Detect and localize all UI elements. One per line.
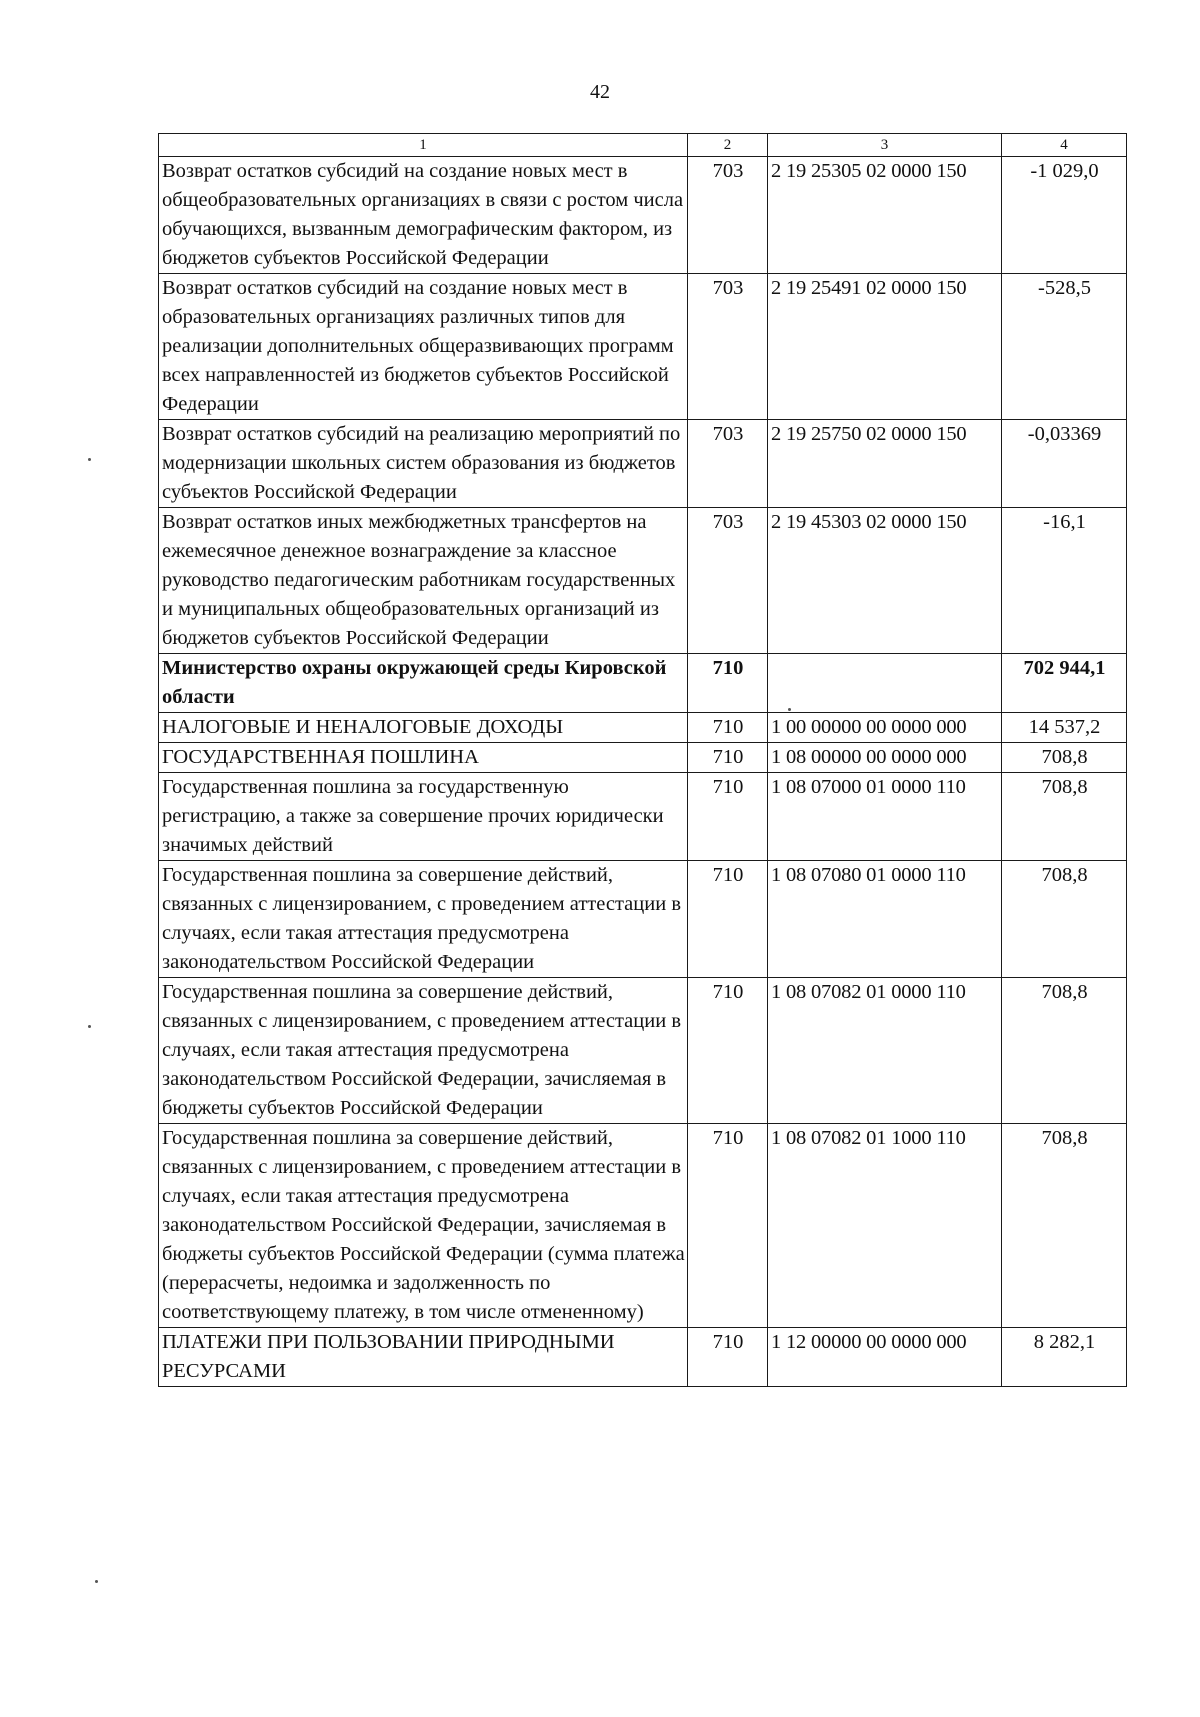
table-row [159, 743, 1127, 773]
row-sum-cell: 708,8 [1002, 773, 1127, 861]
row-admin-cell: 710 [688, 861, 768, 978]
table-row [159, 861, 1127, 978]
revenue-table [158, 133, 1127, 1387]
row-sum-cell: 708,8 [1002, 861, 1127, 978]
row-name-cell: Возврат остатков субсидий на реализацию мероприятий по модернизации школьных систем образования из бюджетов субъектов Российской Федерации [159, 420, 688, 508]
row-code-cell: 1 08 07082 01 1000 110 [768, 1124, 1002, 1328]
scan-speck [788, 708, 791, 711]
row-sum-cell: -528,5 [1002, 274, 1127, 420]
row-code-cell: 1 08 00000 00 0000 000 [768, 743, 1002, 773]
table-row [159, 1124, 1127, 1328]
scan-speck [88, 1025, 91, 1028]
row-code-cell: 1 08 07082 01 0000 110 [768, 978, 1002, 1124]
row-admin-cell: 703 [688, 420, 768, 508]
row-name-cell: Государственная пошлина за совершение действий, связанных с лицензированием, с проведением аттестации в случаях, если такая аттестация предусмотрена законодательством Российской Федерации [159, 861, 688, 978]
row-sum-cell: -1 029,0 [1002, 157, 1127, 274]
row-admin-cell: 710 [688, 773, 768, 861]
row-code-cell: 2 19 25750 02 0000 150 [768, 420, 1002, 508]
row-code-cell: 2 19 45303 02 0000 150 [768, 508, 1002, 654]
row-name-cell: Государственная пошлина за совершение действий, связанных с лицензированием, с проведением аттестации в случаях, если такая аттестация предусмотрена законодательством Российской Федерации, зачисляемая в бюджеты субъектов Российской Федерации (сумма платежа (перерасчеты, недоимка и задолженность по соответствующему платежу, в том числе отмененному) [159, 1124, 688, 1328]
table-row [159, 274, 1127, 420]
row-admin-cell: 710 [688, 1328, 768, 1387]
row-admin-cell: 703 [688, 274, 768, 420]
row-code-cell [768, 654, 1002, 713]
row-name-cell: Государственная пошлина за совершение действий, связанных с лицензированием, с проведением аттестации в случаях, если такая аттестация предусмотрена законодательством Российской Федерации, зачисляемая в бюджеты субъектов Российской Федерации [159, 978, 688, 1124]
table-row [159, 654, 1127, 713]
row-code-cell: 1 08 07080 01 0000 110 [768, 861, 1002, 978]
row-code-cell: 1 00 00000 00 0000 000 [768, 713, 1002, 743]
column-header-2: 2 [688, 134, 768, 157]
row-sum-cell: 708,8 [1002, 1124, 1127, 1328]
table-row [159, 508, 1127, 654]
column-header-4: 4 [1002, 134, 1127, 157]
scan-speck [95, 1580, 98, 1583]
row-sum-cell: 708,8 [1002, 743, 1127, 773]
table-row [159, 1328, 1127, 1387]
row-name-cell: ПЛАТЕЖИ ПРИ ПОЛЬЗОВАНИИ ПРИРОДНЫМИ РЕСУРСАМИ [159, 1328, 688, 1387]
row-sum-cell: 14 537,2 [1002, 713, 1127, 743]
row-code-cell: 2 19 25305 02 0000 150 [768, 157, 1002, 274]
table-row [159, 713, 1127, 743]
row-admin-cell: 710 [688, 1124, 768, 1328]
row-code-cell: 2 19 25491 02 0000 150 [768, 274, 1002, 420]
page-number: 42 [590, 81, 610, 103]
row-code-cell: 1 12 00000 00 0000 000 [768, 1328, 1002, 1387]
row-sum-cell: 8 282,1 [1002, 1328, 1127, 1387]
row-code-cell: 1 08 07000 01 0000 110 [768, 773, 1002, 861]
row-sum-cell: 702 944,1 [1002, 654, 1127, 713]
row-sum-cell: 708,8 [1002, 978, 1127, 1124]
table-row [159, 157, 1127, 274]
table-row [159, 978, 1127, 1124]
row-name-cell: Государственная пошлина за государственную регистрацию, а также за совершение прочих юридически значимых действий [159, 773, 688, 861]
row-name-cell: НАЛОГОВЫЕ И НЕНАЛОГОВЫЕ ДОХОДЫ [159, 713, 688, 743]
table-row [159, 420, 1127, 508]
table-body [159, 157, 1127, 1387]
row-name-cell: Министерство охраны окружающей среды Кировской области [159, 654, 688, 713]
row-sum-cell: -0,03369 [1002, 420, 1127, 508]
row-admin-cell: 710 [688, 713, 768, 743]
row-admin-cell: 710 [688, 978, 768, 1124]
column-header-3: 3 [768, 134, 1002, 157]
row-name-cell: ГОСУДАРСТВЕННАЯ ПОШЛИНА [159, 743, 688, 773]
row-name-cell: Возврат остатков иных межбюджетных трансфертов на ежемесячное денежное вознаграждение за классное руководство педагогическим работникам государственных и муниципальных общеобразовательных организаций из бюджетов субъектов Российской Федерации [159, 508, 688, 654]
column-number-header-row [159, 134, 1127, 157]
column-header-1: 1 [159, 134, 688, 157]
row-admin-cell: 710 [688, 654, 768, 713]
row-name-cell: Возврат остатков субсидий на создание новых мест в общеобразовательных организациях в связи с ростом числа обучающихся, вызванным демографическим фактором, из бюджетов субъектов Российской Федерации [159, 157, 688, 274]
row-name-cell: Возврат остатков субсидий на создание новых мест в образовательных организациях различных типов для реализации дополнительных общеразвивающих программ всех направленностей из бюджетов субъектов Российской Федерации [159, 274, 688, 420]
row-admin-cell: 710 [688, 743, 768, 773]
row-admin-cell: 703 [688, 157, 768, 274]
scan-speck [88, 458, 91, 461]
table-row [159, 773, 1127, 861]
row-sum-cell: -16,1 [1002, 508, 1127, 654]
row-admin-cell: 703 [688, 508, 768, 654]
